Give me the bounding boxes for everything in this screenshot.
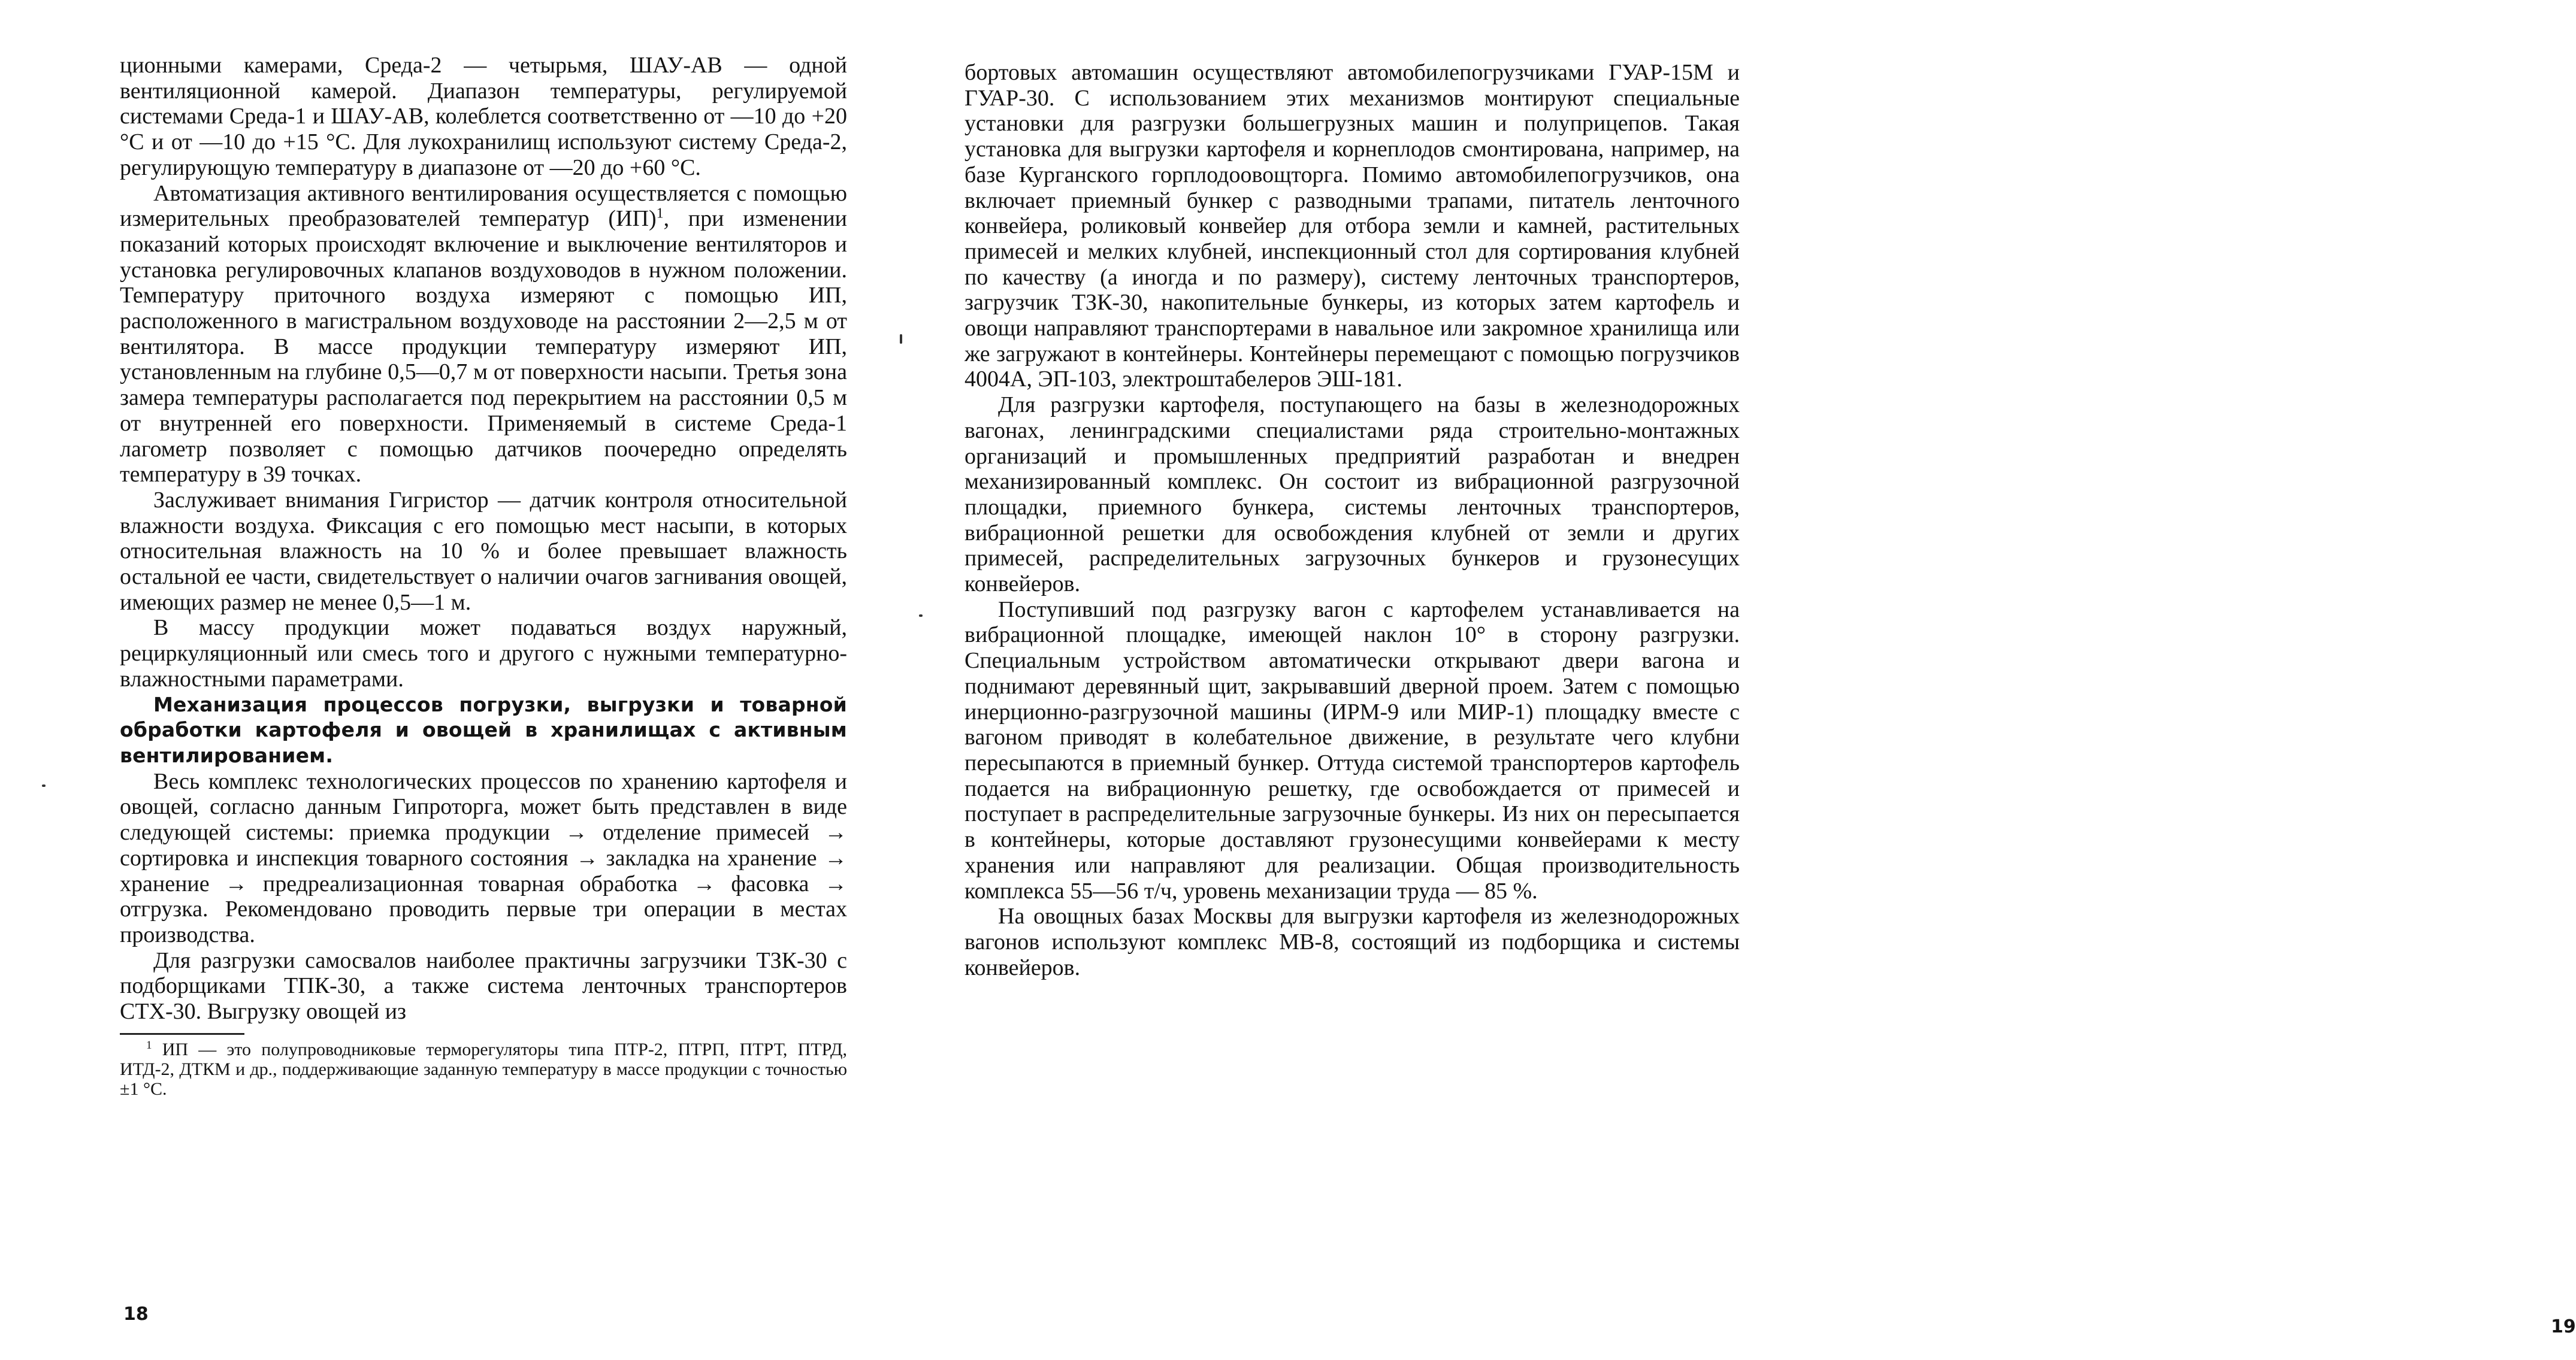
scan-speck [900,334,902,344]
scan-speck [919,614,923,617]
left-paragraph-5: Весь комплекс технологических процессов по хранению картофеля и овощей, согласно данным Гипроторга, может быть представлен в виде следующей системы: приемка продукции → отделение примесей → сортировка и инспекция товарного состояния → закладка на хранение → хранение → предреализационная товарная обработка → фасовка → отгрузка. Рекомендовано проводить первые три операции в местах производства. [120,768,847,947]
right-paragraph-2: Для разгрузки картофеля, поступающего на базы в железнодорожных вагонах, ленинградскими специалистами ряда строительно-монтажных организаций и промышленных предприятий разработан и внедрен механизированный комплекс. Он состоит из вибрационной разгрузочной площадки, приемного бункера, системы ленточных транспортеров, вибрационной решетки для освобождения клубней от земли и других примесей, распределительных загрузочных бункеров и грузонесущих конвейеров. [965,392,1740,597]
right-page [900,0,2576,1360]
left-paragraph-4: В массу продукции может подаваться воздух наружный, рециркуляционный или смесь того и другого с нужными температурно-влажностными параметрами. [120,615,847,692]
left-paragraph-2-end: , при изменении показаний которых происходят включение и выключение вентиляторов и установка регулировочных клапанов воздуховодов в нужном положении. Температуру приточного воздуха измеряют с помощью ИП, расположенного в магистральном воздуховоде на расстоянии 2—2,5 м от вентилятора. В массе продукции температуру измеряют ИП, установленным на глубине 0,5—0,7 м от поверхности насыпи. Третья зона замера температуры располагается под перекрытием на расстоянии 0,5 м от внутренней его поверхности. Применяемый в системе Среда-1 лагометр позволяет с помощью датчиков поочередно определять температуру в 39 точках. [120,206,848,487]
right-page-body [965,60,1740,980]
left-paragraph-2-start: Автоматизация активного вентилирования осуществляется с помощью измерительных преобразователей температур (ИП) [120,180,847,232]
left-page-body [120,53,847,1025]
section-heading: Механизация процессов погрузки, выгрузки и товарной обработки картофеля и овощей в хранилищах с активным вентилированием. [120,692,847,767]
page-number-left: 18 [123,1304,149,1325]
right-paragraph-3: Поступивший под разгрузку вагон с картофелем устанавливается на вибрационной площадке, имеющей наклон 10° в сторону разгрузки. Специальным устройством автоматически открывают двери вагона и поднимают деревянный щит, закрывавший дверной проем. Затем с помощью инерционно-разгрузочной машины (ИРМ-9 или МИР-1) площадку вместе с вагоном приводят в колебательное движение, в результате чего клубни пересыпаются в приемный бункер. Оттуда системой транспортеров картофель подается на вибрационную решетку, где освобождается от примесей и поступает в распределительные загрузочные бункеры. Из них он пересыпается в контейнеры, которые доставляют грузонесущими конвейерами к месту хранения или направляют для реализации. Общая производительность комплекса 55—56 т/ч, уровень механизации труда — 85 %. [965,596,1740,904]
footnote-number: 1 [146,1038,152,1052]
right-paragraph-1: бортовых автомашин осуществляют автомобилепогрузчиками ГУАР-15М и ГУАР-30. С использованием этих механизмов монтируют специальные установки для разгрузки большегрузных машин и полуприцепов. Такая установка для выгрузки картофеля и корнеплодов смонтирована, например, на базе Курганского горплодоовощторга. Помимо автомобилепогрузчиков, она включает приемный бункер с разводными трапами, питатель ленточного конвейера, роликовый конвейер для отбора земли и камней, растительных примесей и мелких клубней, инспекционный стол для сортирования клубней по качеству (а иногда и по размеру), систему ленточных транспортеров, загрузчик ТЗК-30, накопительные бункеры, из которых затем картофель и овощи направляют транспортерами в навальное или закромное хранилища или же загружают в контейнеры. Контейнеры перемещают с помощью погрузчиков 4004А, ЭП-103, электроштабелеров ЭШ-181. [965,60,1740,392]
left-paragraph-3: Заслуживает внимания Гигристор — датчик контроля относительной влажности воздуха. Фиксация с его помощью мест насыпи, в которых относительная влажность на 10 % и более превышает влажность остальной ее части, свидетельствует о наличии очагов загнивания овощей, имеющих размер не менее 0,5—1 м. [120,487,847,615]
left-paragraph-2 [120,181,847,487]
footnote-text [120,1040,847,1099]
scan-speck [42,785,46,787]
footnote-divider [120,1033,244,1035]
footnote-body: ИП — это полупроводниковые терморегуляторы типа ПТР-2, ПТРП, ПТРТ, ПТРД, ИТД-2, ДТКМ и др., поддерживающие заданную температуру в массе продукции с точностью ±1 °С. [120,1039,848,1099]
right-paragraph-4: На овощных базах Москвы для выгрузки картофеля из железнодорожных вагонов используют комплекс МВ-8, состоящий из подборщика и системы конвейеров. [965,904,1740,980]
left-paragraph-1: ционными камерами, Среда-2 — четырьмя, ШАУ-АВ — одной вентиляционной камерой. Диапазон температуры, регулируемой системами Среда-1 и ШАУ-АВ, колеблется соответственно от —10 до +20 °С и от —10 до +15 °С. Для лукохранилищ используют систему Среда-2, регулирующую температуру в диапазоне от —20 до +60 °С. [120,53,847,180]
footnote [120,1040,847,1099]
page-number-right: 19 [2551,1316,2576,1337]
left-paragraph-6: Для разгрузки самосвалов наиболее практичны загрузчики ТЗК-30 с подборщиками ТПК-30, а также система ленточных транспортеров СТХ-30. Выгрузку овощей из [120,947,847,1025]
footnote-reference-mark: 1 [656,205,664,222]
left-page [0,0,900,1360]
